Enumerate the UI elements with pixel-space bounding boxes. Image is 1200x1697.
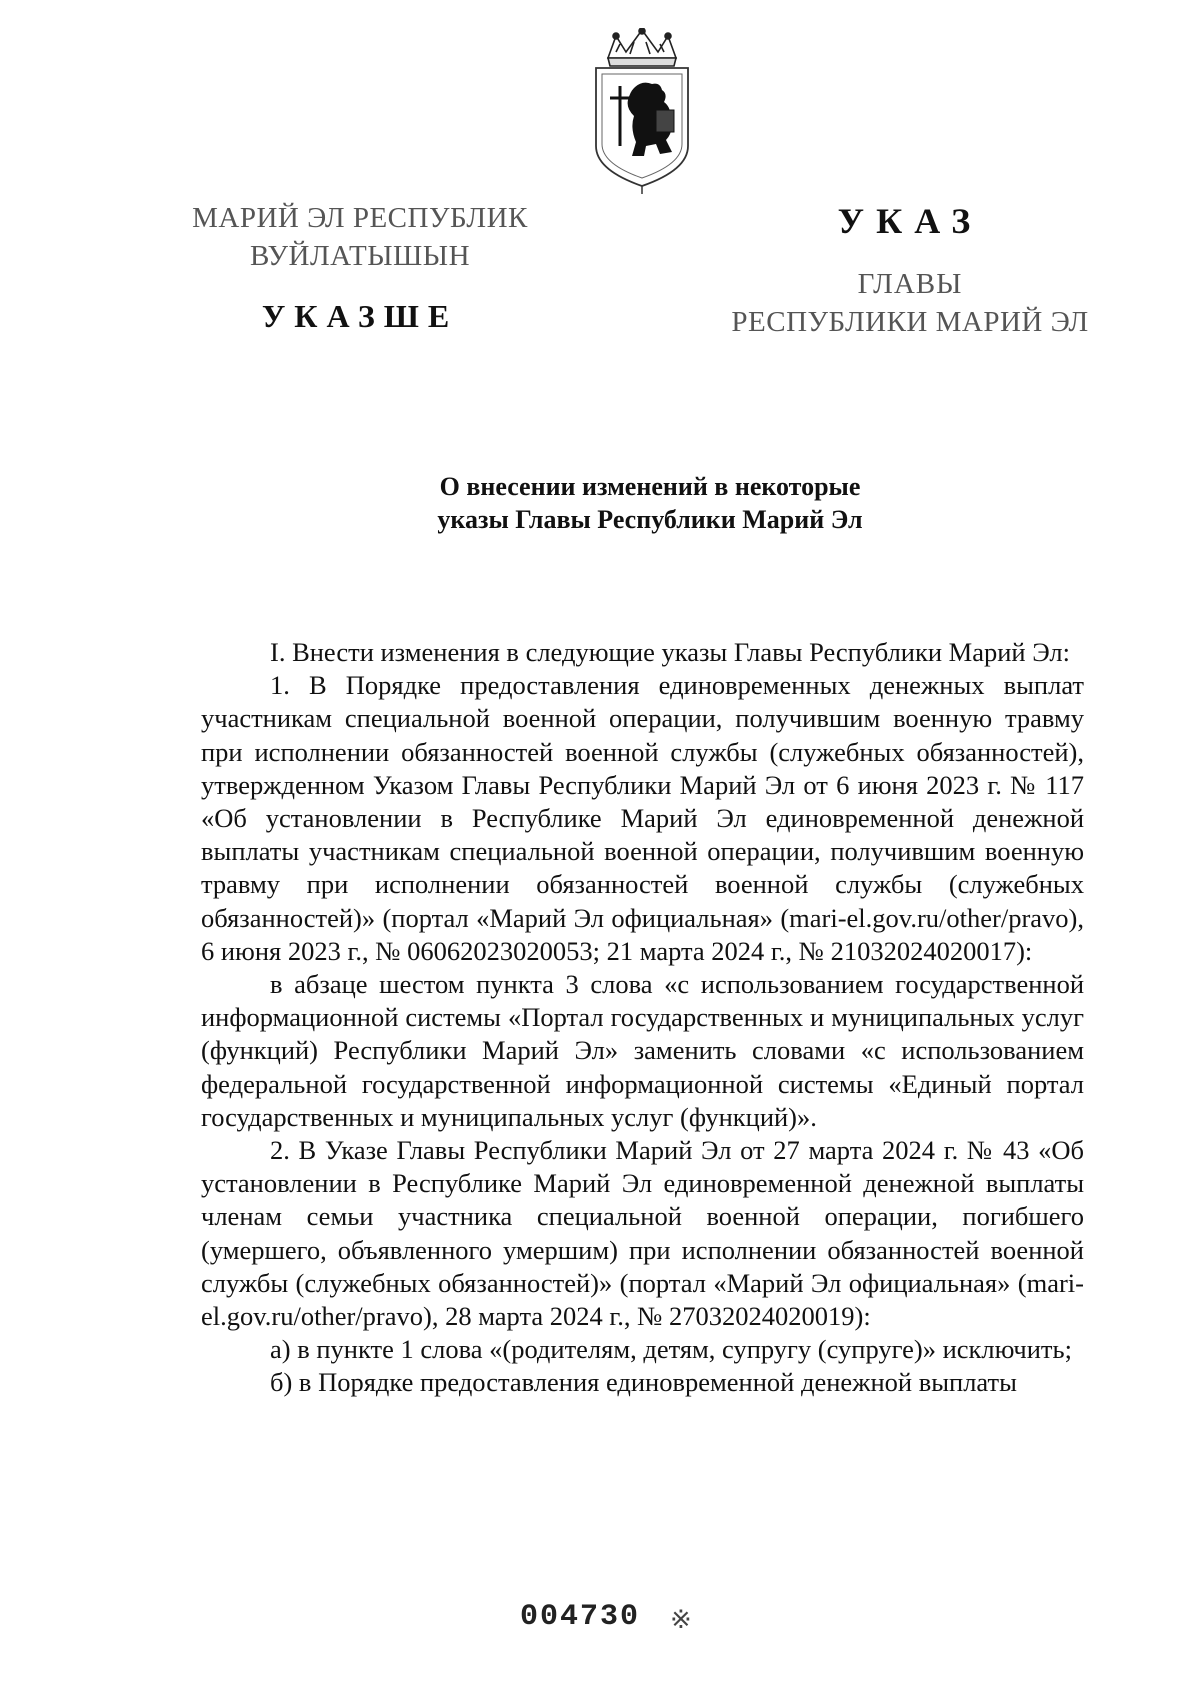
issuer-russian-line1: ГЛАВЫ <box>857 268 963 300</box>
document-title <box>200 470 1100 536</box>
issuer-mari-line2: ВУЙЛАТЫШЫН <box>249 240 471 272</box>
paragraph-intro: I. Внести изменения в следующие указы Главы Республики Марий Эл: <box>270 637 1070 667</box>
paragraph-item-2b: б) в Порядке предоставления единовременной денежной выплаты <box>270 1367 1017 1398</box>
title-line-2: указы Главы Республики Марий Эл <box>437 505 863 534</box>
doc-type-mari: УКАЗШЕ <box>261 298 459 334</box>
coat-of-arms-icon <box>586 28 698 198</box>
title-line-1: О внесении изменений в некоторые <box>439 472 861 501</box>
paragraph-item-1: 1. В Порядке предоставления единовременных денежных выплат участникам специальной военной операции, получившим военную травму при исполнении обязанностей военной службы (служебных обязанностей), утвержденном Указом Главы Республики Марий Эл от 6 июня 2023 г. № 117 «Об установлении в Республике Марий Эл единовременной денежной выплаты участникам специальной военной операции, получившим военную травму при исполнении обязанностей военной службы (служебных обязанностей)» (портал «Марий Эл официальная» (mari-el.gov.ru/other/pravo), 6 июня 2023 г., № 06062023020053; 21 марта 2024 г., № 21032024020017): <box>201 670 1084 966</box>
paragraph-item-2a: а) в пункте 1 слова «(родителям, детям, супругу (супруге)» исключить; <box>270 1334 1072 1365</box>
serial-mark-icon: ※ <box>670 1605 692 1634</box>
serial-number: 004730 <box>520 1600 641 1634</box>
paragraph-item-1-change: в абзаце шестом пункта 3 слова «с использованием государственной информационной системы «Портал государственных и муниципальных услуг (функций) Республики Марий Эл» заменить словами «с использованием федеральной государственной информационной системы «Единый портал государственных и муниципальных услуг (функций)». <box>201 969 1084 1132</box>
document-body <box>201 636 1084 1400</box>
paragraph-item-2: 2. В Указе Главы Республики Марий Эл от 27 марта 2024 г. № 43 «Об установлении в Республике Марий Эл единовременной денежной выплаты членам семьи участника специальной военной операции, погибшего (умершего, объявленного умершим) при исполнении обязанностей военной службы (служебных обязанностей)» (портал «Марий Эл официальная» (mari-el.gov.ru/other/pravo), 28 марта 2024 г., № 27032024020019): <box>201 1135 1084 1332</box>
doc-type-russian: УКАЗ <box>837 201 983 241</box>
issuer-russian-line2: РЕСПУБЛИКИ МАРИЙ ЭЛ <box>731 306 1089 338</box>
emblem <box>586 28 698 198</box>
issuer-mari-line1: МАРИЙ ЭЛ РЕСПУБЛИК <box>192 202 528 234</box>
